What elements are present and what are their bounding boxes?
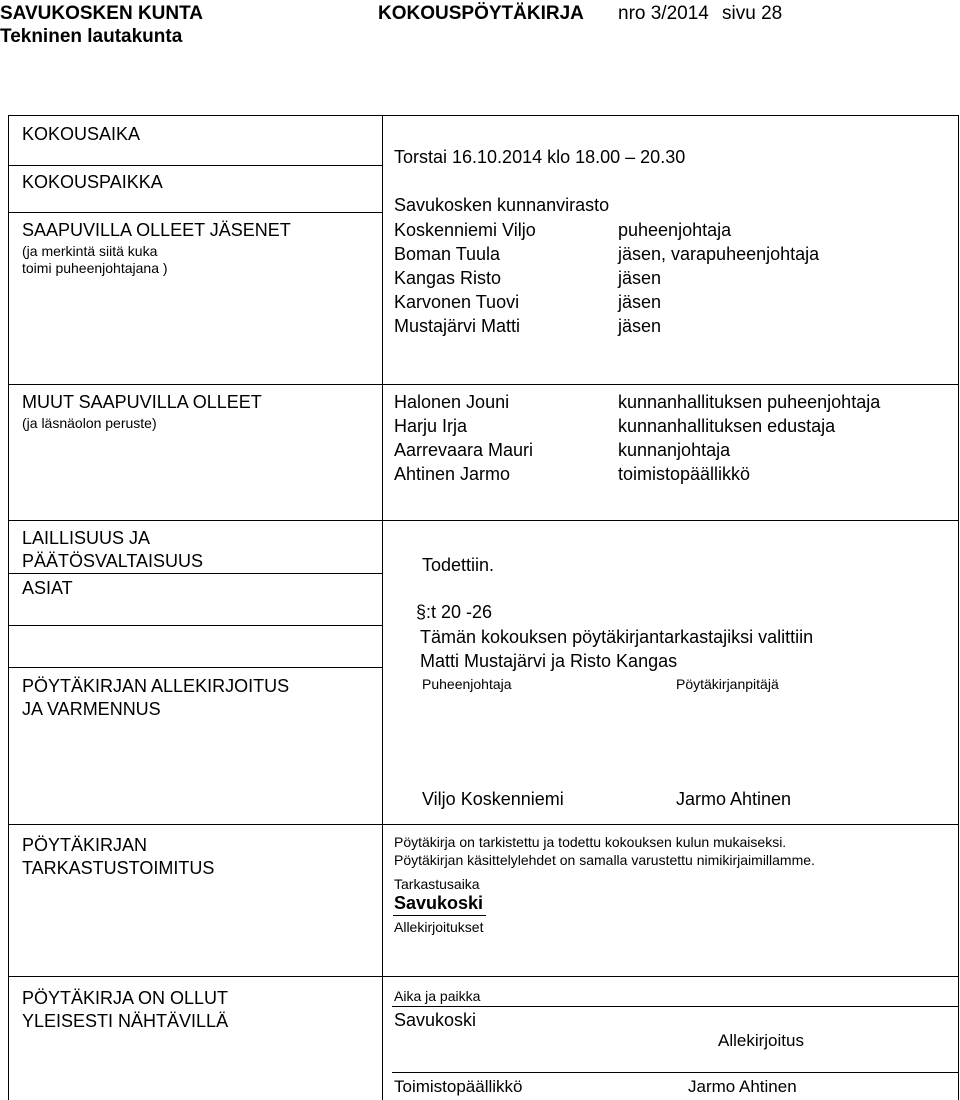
others-sublabel: (ja läsnäolon peruste): [22, 415, 157, 431]
document-type: KOKOUSPÖYTÄKIRJA: [378, 3, 584, 24]
member-role: puheenjohtaja: [618, 220, 732, 240]
member-name: Mustajärvi Matti: [394, 316, 521, 336]
official-name: Jarmo Ahtinen: [688, 1077, 797, 1096]
legality-label: PÄÄTÖSVALTAISUUS: [22, 551, 204, 571]
place-line: [392, 1006, 958, 1007]
legality-label: LAILLISUUS JA: [22, 528, 151, 548]
inspection-text: Pöytäkirja on tarkistettu ja todettu kokouksen kulun mukaiseksi.: [394, 834, 787, 850]
signature-line: [392, 1072, 958, 1073]
signing-label: PÖYTÄKIRJAN ALLEKIRJOITUS: [22, 676, 290, 696]
municipality-name: SAVUKOSKEN KUNTA: [0, 3, 204, 24]
member-name: Boman Tuula: [394, 244, 501, 264]
row-divider: [8, 976, 958, 977]
official-title: Toimistopäällikkö: [394, 1077, 523, 1096]
column-divider: [382, 115, 383, 1100]
public-label: YLEISESTI NÄHTÄVILLÄ: [22, 1011, 229, 1031]
member-name: Kangas Risto: [394, 268, 502, 288]
member-role: jäsen: [618, 268, 662, 288]
row-divider: [8, 520, 958, 521]
inspection-time-label: Tarkastusaika: [394, 876, 480, 892]
secretary-name: Jarmo Ahtinen: [676, 789, 792, 809]
other-name: Ahtinen Jarmo: [394, 464, 511, 484]
row-divider: [8, 667, 382, 668]
legality-value: Todettiin.: [422, 555, 495, 575]
inspection-place-underline: [393, 915, 486, 916]
member-role: jäsen, varapuheenjohtaja: [618, 244, 820, 264]
meeting-place-label: KOKOUSPAIKKA: [22, 172, 163, 192]
frame-right-line: [958, 115, 959, 1100]
others-label: MUUT SAAPUVILLA OLLEET: [22, 392, 262, 412]
checkers-text: Tämän kokouksen pöytäkirjantarkastajiksi valittiin: [420, 627, 814, 647]
meeting-place-value: Savukosken kunnanvirasto: [394, 195, 610, 215]
public-label: PÖYTÄKIRJA ON OLLUT: [22, 988, 229, 1008]
member-role: jäsen: [618, 316, 662, 336]
public-place: Savukoski: [394, 1010, 477, 1030]
signing-label: JA VARMENNUS: [22, 699, 161, 719]
signature-label: Allekirjoitus: [718, 1031, 804, 1050]
members-sublabel: toimi puheenjohtajana ): [22, 260, 168, 276]
row-divider: [8, 212, 382, 213]
inspection-place: Savukoski: [394, 893, 484, 913]
page-number: sivu 28: [722, 3, 783, 24]
secretary-title: Pöytäkirjanpitäjä: [676, 676, 779, 692]
board-name: Tekninen lautakunta: [0, 26, 183, 47]
other-name: Halonen Jouni: [394, 392, 510, 412]
row-divider: [8, 625, 382, 626]
members-label: SAAPUVILLA OLLEET JÄSENET: [22, 220, 291, 240]
row-divider: [8, 824, 958, 825]
members-sublabel: (ja merkintä siitä kuka: [22, 243, 158, 259]
chair-name: Viljo Koskenniemi: [422, 789, 564, 809]
other-role: kunnanhallituksen puheenjohtaja: [618, 392, 881, 412]
row-divider: [8, 573, 382, 574]
matters-value: §:t 20 -26: [416, 602, 493, 622]
frame-top-line: [8, 115, 958, 116]
meeting-time-value: Torstai 16.10.2014 klo 18.00 – 20.30: [394, 147, 686, 167]
meeting-time-label: KOKOUSAIKA: [22, 124, 141, 144]
signatures-label: Allekirjoitukset: [394, 919, 484, 935]
matters-label: ASIAT: [22, 578, 73, 598]
row-divider: [8, 384, 958, 385]
member-name: Koskenniemi Viljo: [394, 220, 536, 240]
other-name: Harju Irja: [394, 416, 468, 436]
other-role: toimistopäällikkö: [618, 464, 751, 484]
inspection-label: PÖYTÄKIRJAN: [22, 835, 148, 855]
other-role: kunnanhallituksen edustaja: [618, 416, 836, 436]
other-name: Aarrevaara Mauri: [394, 440, 534, 460]
document-number: nro 3/2014: [618, 3, 709, 24]
inspection-text: Pöytäkirjan käsittelylehdet on samalla varustettu nimikirjaimillamme.: [394, 852, 815, 868]
other-role: kunnanjohtaja: [618, 440, 731, 460]
frame-left-line: [8, 115, 9, 1100]
chair-title: Puheenjohtaja: [422, 676, 512, 692]
row-divider: [8, 165, 382, 166]
time-place-label: Aika ja paikka: [394, 988, 481, 1004]
checkers-names: Matti Mustajärvi ja Risto Kangas: [420, 651, 678, 671]
inspection-label: TARKASTUSTOIMITUS: [22, 858, 215, 878]
member-name: Karvonen Tuovi: [394, 292, 520, 312]
member-role: jäsen: [618, 292, 662, 312]
